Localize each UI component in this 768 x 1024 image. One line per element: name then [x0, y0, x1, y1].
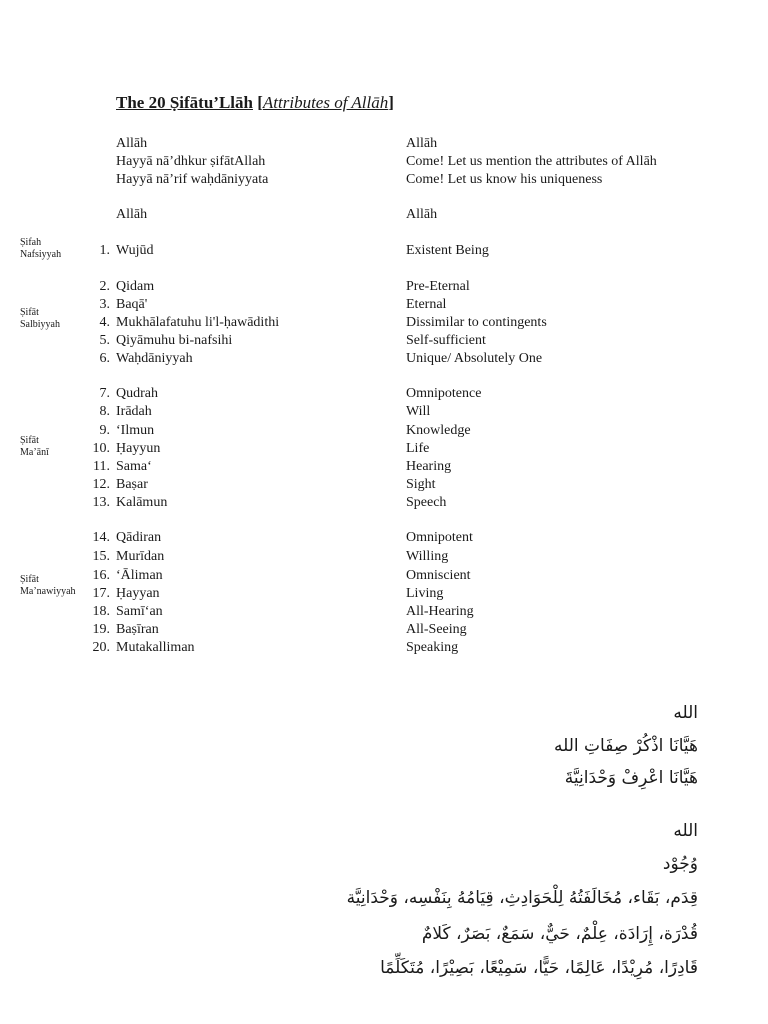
attribute-transliteration: Samī‘an [116, 604, 163, 619]
arabic-line: قِدَم، بَقَاء، مُخَالَفَتُهُ لِلْحَوَادِثِ، قِيَامُهُ بِنَفْسِه، وَحْدَانِيَّة [346, 888, 698, 908]
allah-right: Allāh [406, 207, 438, 222]
attribute-english: Omniscient [406, 568, 471, 583]
group-label-line: Ma’nawiyyah [20, 586, 76, 597]
attribute-transliteration: Qādiran [116, 530, 162, 545]
arabic-line: وُجُوْد [662, 854, 698, 874]
attribute-english: Speaking [406, 640, 459, 655]
attribute-english: Eternal [406, 297, 447, 312]
title-main: The 20 Ṣifātu’Llāh [116, 93, 253, 112]
attribute-transliteration: Baṣīran [116, 622, 159, 637]
attribute-english: Living [406, 586, 444, 601]
attribute-transliteration: Mutakalliman [116, 640, 195, 655]
title-open-bracket: [ [257, 93, 263, 112]
attribute-english: Willing [406, 549, 449, 564]
attribute-number: 19. [92, 622, 110, 637]
group-label-manawiyyah [20, 574, 76, 598]
attribute-english: Existent Being [406, 243, 489, 258]
attribute-english: Dissimilar to contingents [406, 315, 547, 330]
attribute-english: Will [406, 404, 431, 419]
group-label-maani [20, 435, 49, 459]
attribute-number: 7. [99, 386, 110, 401]
attribute-number: 12. [92, 477, 110, 492]
attribute-number: 4. [99, 315, 110, 330]
attribute-transliteration: Wujūd [116, 243, 154, 258]
attribute-number: 15. [92, 549, 110, 564]
group-label-line: Ṣifāt [20, 574, 39, 585]
attribute-english: Omnipotent [406, 530, 473, 545]
group-label-nafsiyyah [20, 237, 61, 261]
attribute-transliteration: Baṣar [116, 477, 148, 492]
attribute-english: Hearing [406, 459, 452, 474]
arabic-line: قَادِرًا، مُرِيْدًا، عَالِمًا، حَيًّا، سَمِيْعًا، بَصِيْرًا، مُتَكَلِّمًا [380, 958, 698, 978]
attribute-transliteration: Ḥayyan [116, 586, 160, 601]
attribute-number: 16. [92, 568, 110, 583]
attribute-transliteration: ‘Āliman [116, 568, 163, 583]
title-subtitle: Attributes of Allāh [262, 93, 389, 112]
attribute-number: 14. [92, 530, 110, 545]
allah-left: Allāh [116, 207, 148, 222]
attribute-transliteration: Mukhālafatuhu li'l-ḥawādithi [116, 315, 280, 330]
arabic-line: قُدْرَة، إِرَادَة، عِلْمٌ، حَيٌّ، سَمَعٌ، بَصَرٌ، كَلامٌ [421, 924, 698, 944]
attribute-number: 13. [92, 495, 110, 510]
group-label-salbiyyah [20, 307, 60, 331]
intro-right-1: Allāh [406, 136, 438, 151]
attribute-number: 3. [99, 297, 110, 312]
attribute-number: 8. [99, 404, 110, 419]
attribute-number: 5. [99, 333, 110, 348]
attribute-number: 2. [99, 279, 110, 294]
arabic-line: هَيَّانَا اذْكُرْ صِفَاتِ الله [553, 736, 698, 756]
group-label-line: Salbiyyah [20, 319, 60, 330]
attribute-english: Life [406, 441, 430, 456]
attribute-transliteration: Qiyāmuhu bi-nafsihi [116, 333, 233, 348]
page-title [116, 93, 394, 113]
attribute-english: All-Seeing [406, 622, 467, 637]
group-label-line: Ṣifāt [20, 435, 39, 446]
attribute-english: Pre-Eternal [406, 279, 470, 294]
attribute-english: Knowledge [406, 423, 471, 438]
attribute-transliteration: Ḥayyun [116, 441, 161, 456]
attribute-transliteration: Qudrah [116, 386, 158, 401]
intro-right-3: Come! Let us know his uniqueness [406, 172, 603, 187]
intro-right-2: Come! Let us mention the attributes of Allāh [406, 154, 657, 169]
attribute-transliteration: Waḥdāniyyah [116, 351, 193, 366]
attribute-english: Sight [406, 477, 436, 492]
attribute-number: 11. [93, 459, 110, 474]
attribute-transliteration: Baqā' [116, 297, 148, 312]
attribute-number: 18. [92, 604, 110, 619]
attribute-english: Omnipotence [406, 386, 482, 401]
attribute-english: All-Hearing [406, 604, 474, 619]
attribute-transliteration: ‘Ilmun [116, 423, 155, 438]
attribute-english: Unique/ Absolutely One [406, 351, 543, 366]
attribute-transliteration: Qidam [116, 279, 155, 294]
intro-left-1: Allāh [116, 136, 148, 151]
attribute-number: 6. [99, 351, 110, 366]
arabic-line: الله [673, 821, 698, 841]
attribute-number: 1. [99, 243, 110, 258]
intro-left-2: Hayyā nā’dhkur ṣifātAllah [116, 154, 266, 169]
group-label-line: Nafsiyyah [20, 249, 62, 260]
title-close-bracket: ] [388, 93, 394, 112]
attribute-number: 9. [99, 423, 110, 438]
attribute-transliteration: Murīdan [116, 549, 165, 564]
attribute-number: 10. [92, 441, 110, 456]
group-label-line: Ma’ānī [20, 447, 49, 458]
attribute-transliteration: Sama‘ [116, 459, 152, 474]
attribute-transliteration: Kalāmun [116, 495, 168, 510]
attribute-english: Speech [406, 495, 447, 510]
group-label-line: Ṣifah [20, 237, 42, 248]
attribute-transliteration: Irādah [116, 404, 152, 419]
group-label-line: Ṣifāt [20, 307, 39, 318]
arabic-line: الله [673, 703, 698, 723]
attribute-number: 17. [92, 586, 110, 601]
attribute-english: Self-sufficient [406, 333, 486, 348]
attribute-number: 20. [92, 640, 110, 655]
arabic-line: هَيَّانَا اعْرِفْ وَحْدَانِيَّةَ [564, 768, 698, 788]
intro-left-3: Hayyā nā’rif waḥdāniyyata [116, 172, 269, 187]
